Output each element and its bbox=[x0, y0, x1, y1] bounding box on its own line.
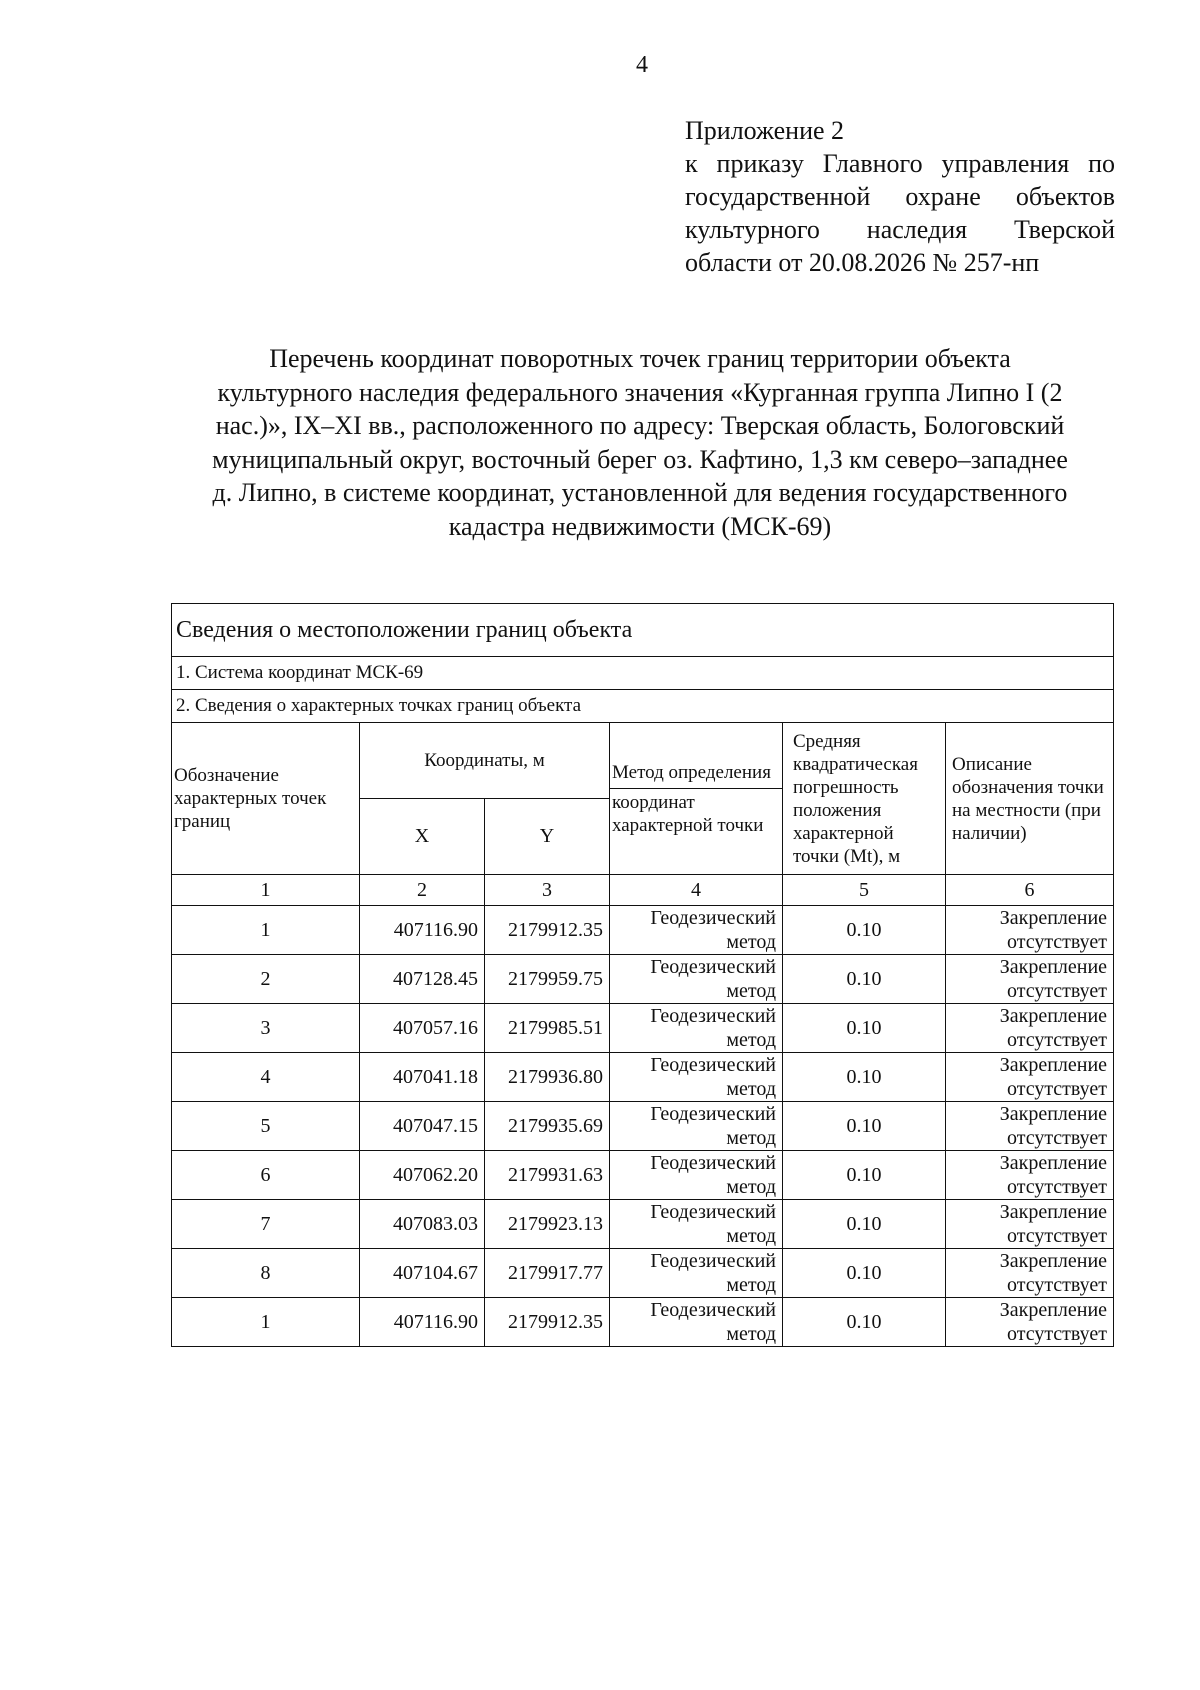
description-line: отсутствует bbox=[1006, 931, 1108, 953]
description-line: отсутствует bbox=[1006, 1274, 1108, 1296]
description-cell bbox=[946, 1151, 1114, 1200]
method-cell bbox=[610, 1102, 783, 1151]
coordinate-y: 2179912.35 bbox=[485, 906, 610, 955]
coordinate-y: 2179959.75 bbox=[485, 955, 610, 1004]
title-line: кадастра недвижимости (МСК-69) bbox=[448, 511, 832, 541]
header-method bbox=[610, 723, 783, 875]
appendix-line: области от 20.08.2026 № 257-нп bbox=[685, 248, 1040, 277]
appendix-block bbox=[685, 114, 1115, 279]
table-row bbox=[172, 1298, 1114, 1347]
method-cell bbox=[610, 1200, 783, 1249]
method-line: метод bbox=[726, 1029, 776, 1051]
accuracy-cell: 0.10 bbox=[783, 1004, 946, 1053]
coordinate-y: 2179912.35 bbox=[485, 1298, 610, 1347]
method-line: Геодезический bbox=[650, 1005, 776, 1027]
description-line: Закрепление bbox=[999, 1103, 1108, 1125]
description-line: Закрепление bbox=[999, 1201, 1108, 1223]
table-row bbox=[172, 955, 1114, 1004]
method-line: метод bbox=[726, 1127, 776, 1149]
page-number: 4 bbox=[636, 52, 648, 78]
coordinate-y: 2179936.80 bbox=[485, 1053, 610, 1102]
table-row bbox=[172, 1249, 1114, 1298]
method-line: метод bbox=[726, 1274, 776, 1296]
header-method-bottom: координат характерной точки bbox=[610, 788, 782, 837]
appendix-line: к приказу Главного управления по bbox=[685, 149, 1115, 178]
column-number: 3 bbox=[485, 875, 610, 906]
title-line: д. Липно, в системе координат, установленной для ведения государственного bbox=[212, 478, 1068, 507]
point-number: 6 bbox=[172, 1151, 360, 1200]
table-row bbox=[172, 1200, 1114, 1249]
coordinate-x: 407104.67 bbox=[360, 1249, 485, 1298]
coordinate-y: 2179917.77 bbox=[485, 1249, 610, 1298]
method-line: метод bbox=[726, 931, 776, 953]
document-title bbox=[170, 342, 1110, 543]
section-title: Сведения о местоположении границ объекта bbox=[172, 604, 1114, 657]
point-number: 1 bbox=[172, 906, 360, 955]
method-cell bbox=[610, 1249, 783, 1298]
description-line: отсутствует bbox=[1006, 1127, 1108, 1149]
coordinate-x: 407116.90 bbox=[360, 906, 485, 955]
column-number: 5 bbox=[783, 875, 946, 906]
appendix-line: культурного наследия Тверской bbox=[685, 215, 1115, 244]
method-cell bbox=[610, 955, 783, 1004]
point-number: 1 bbox=[172, 1298, 360, 1347]
accuracy-cell: 0.10 bbox=[783, 1200, 946, 1249]
accuracy-cell: 0.10 bbox=[783, 955, 946, 1004]
title-line: Перечень координат поворотных точек границ территории объекта bbox=[269, 344, 1011, 373]
method-line: Геодезический bbox=[650, 1201, 776, 1223]
method-line: метод bbox=[726, 1176, 776, 1198]
coordinate-x: 407083.03 bbox=[360, 1200, 485, 1249]
accuracy-cell: 0.10 bbox=[783, 906, 946, 955]
coordinate-y: 2179985.51 bbox=[485, 1004, 610, 1053]
point-number: 5 bbox=[172, 1102, 360, 1151]
method-cell bbox=[610, 1151, 783, 1200]
description-line: отсутствует bbox=[1006, 1078, 1108, 1100]
method-line: Геодезический bbox=[650, 1054, 776, 1076]
description-cell bbox=[946, 1200, 1114, 1249]
description-line: отсутствует bbox=[1006, 1225, 1108, 1247]
method-line: метод bbox=[726, 1225, 776, 1247]
description-line: Закрепление bbox=[999, 1250, 1108, 1272]
accuracy-cell: 0.10 bbox=[783, 1151, 946, 1200]
table-row bbox=[172, 1004, 1114, 1053]
description-line: отсутствует bbox=[1006, 1029, 1108, 1051]
accuracy-cell: 0.10 bbox=[783, 1102, 946, 1151]
method-line: Геодезический bbox=[650, 1152, 776, 1174]
title-line: муниципальный округ, восточный берег оз. Кафтино, 1,3 км северо–западнее bbox=[212, 444, 1068, 474]
table-row bbox=[172, 906, 1114, 955]
coordinates-table bbox=[171, 603, 1114, 1347]
coordinate-x: 407062.20 bbox=[360, 1151, 485, 1200]
column-number: 2 bbox=[360, 875, 485, 906]
accuracy-cell: 0.10 bbox=[783, 1053, 946, 1102]
description-line: Закрепление bbox=[999, 1005, 1108, 1027]
accuracy-cell: 0.10 bbox=[783, 1298, 946, 1347]
coordinate-x: 407057.16 bbox=[360, 1004, 485, 1053]
header-method-top: Метод определения bbox=[612, 761, 771, 783]
coordinate-y: 2179931.63 bbox=[485, 1151, 610, 1200]
coordinate-y: 2179935.69 bbox=[485, 1102, 610, 1151]
method-cell bbox=[610, 1053, 783, 1102]
point-number: 8 bbox=[172, 1249, 360, 1298]
method-line: Геодезический bbox=[650, 956, 776, 978]
coordinate-x: 407116.90 bbox=[360, 1298, 485, 1347]
header-x: X bbox=[360, 799, 485, 875]
coordinate-y: 2179923.13 bbox=[485, 1200, 610, 1249]
method-line: Геодезический bbox=[650, 1250, 776, 1272]
description-cell bbox=[946, 1053, 1114, 1102]
description-cell bbox=[946, 906, 1114, 955]
method-line: метод bbox=[726, 980, 776, 1002]
description-line: отсутствует bbox=[1006, 980, 1108, 1002]
table-row bbox=[172, 1102, 1114, 1151]
title-line: нас.)», IX–XI вв., расположенного по адресу: Тверская область, Бологовский bbox=[215, 411, 1065, 440]
coordinate-system: 1. Система координат МСК-69 bbox=[172, 657, 1114, 690]
point-number: 7 bbox=[172, 1200, 360, 1249]
description-line: Закрепление bbox=[999, 1152, 1108, 1174]
description-line: отсутствует bbox=[1006, 1323, 1108, 1345]
column-number: 1 bbox=[172, 875, 360, 906]
description-line: Закрепление bbox=[999, 907, 1108, 929]
header-y: Y bbox=[485, 799, 610, 875]
coordinate-x: 407041.18 bbox=[360, 1053, 485, 1102]
method-line: Геодезический bbox=[650, 1299, 776, 1321]
method-line: метод bbox=[726, 1078, 776, 1100]
description-line: Закрепление bbox=[999, 956, 1108, 978]
header-accuracy: Средняя квадратическая погрешность положения характерной точки (Mt), м bbox=[783, 723, 946, 875]
title-line: культурного наследия федерального значения «Курганная группа Липно I (2 bbox=[217, 377, 1063, 407]
table-row bbox=[172, 1151, 1114, 1200]
method-cell bbox=[610, 1298, 783, 1347]
description-cell bbox=[946, 1249, 1114, 1298]
points-caption: 2. Сведения о характерных точках границ объекта bbox=[172, 690, 1114, 723]
method-line: Геодезический bbox=[650, 1103, 776, 1125]
point-number: 4 bbox=[172, 1053, 360, 1102]
point-number: 2 bbox=[172, 955, 360, 1004]
description-cell bbox=[946, 1102, 1114, 1151]
method-cell bbox=[610, 906, 783, 955]
description-line: Закрепление bbox=[999, 1054, 1108, 1076]
method-line: Геодезический bbox=[650, 907, 776, 929]
coordinate-x: 407047.15 bbox=[360, 1102, 485, 1151]
method-cell bbox=[610, 1004, 783, 1053]
appendix-line: Приложение 2 bbox=[685, 116, 845, 145]
table-row bbox=[172, 1053, 1114, 1102]
description-line: отсутствует bbox=[1006, 1176, 1108, 1198]
header-designation: Обозначение характерных точек границ bbox=[172, 723, 360, 875]
column-number: 4 bbox=[610, 875, 783, 906]
description-cell bbox=[946, 955, 1114, 1004]
header-description: Описание обозначения точки на местности (при наличии) bbox=[946, 723, 1114, 875]
method-line: метод bbox=[726, 1323, 776, 1345]
description-cell bbox=[946, 1004, 1114, 1053]
header-coordinates: Координаты, м bbox=[360, 723, 610, 799]
coordinate-x: 407128.45 bbox=[360, 955, 485, 1004]
description-line: Закрепление bbox=[999, 1299, 1108, 1321]
point-number: 3 bbox=[172, 1004, 360, 1053]
column-number: 6 bbox=[946, 875, 1114, 906]
description-cell bbox=[946, 1298, 1114, 1347]
appendix-line: государственной охране объектов bbox=[685, 182, 1115, 211]
accuracy-cell: 0.10 bbox=[783, 1249, 946, 1298]
